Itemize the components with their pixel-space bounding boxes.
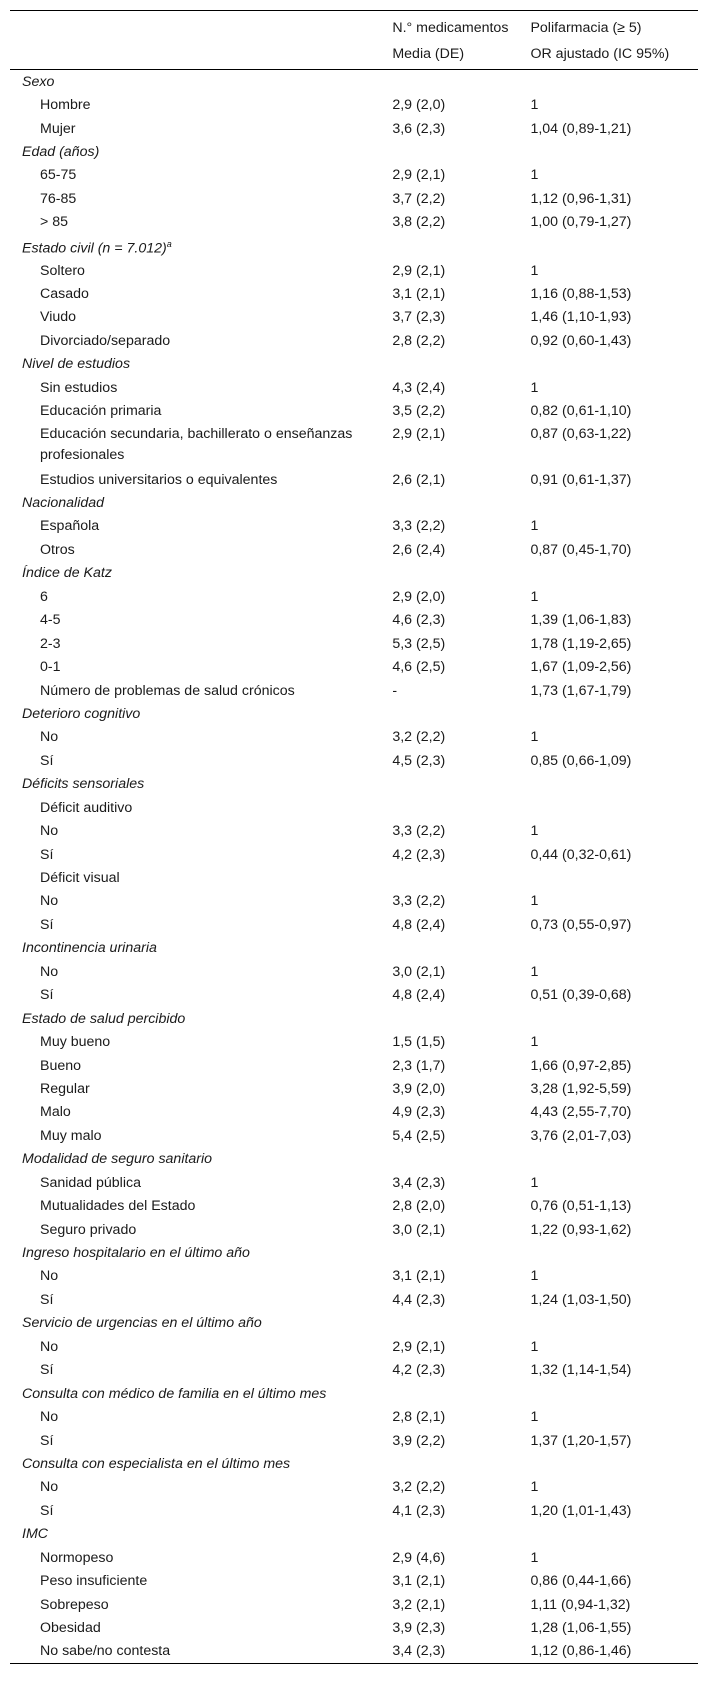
row-label: > 85 [40, 214, 69, 231]
table-row [10, 1030, 698, 1053]
cell-or-ajustado: 0,76 (0,51-1,13) [530, 1198, 632, 1215]
table-row [10, 1312, 698, 1335]
cell-or-ajustado: 0,73 (0,55-0,97) [530, 916, 632, 933]
cell-or-ajustado: 0,92 (0,60-1,43) [530, 332, 632, 349]
cell-or-ajustado: 1,28 (1,06-1,55) [530, 1620, 632, 1637]
cell-or-ajustado: 1,22 (0,93-1,62) [530, 1221, 632, 1238]
cell-or-ajustado: 1 [530, 262, 539, 279]
row-label: Viudo [40, 309, 77, 326]
row-label: Normopeso [40, 1549, 114, 1566]
cell-or-ajustado: 1 [530, 167, 539, 184]
cell-media-de [392, 1007, 530, 1030]
cell-or-ajustado: 1,11 (0,94-1,32) [530, 1596, 631, 1613]
table-row [10, 1593, 698, 1616]
cell-media-de: 3,9 (2,2) [392, 1432, 446, 1449]
row-label: 4-5 [40, 612, 61, 629]
row-label: Educación primaria [40, 403, 162, 420]
cell-media-de: 4,5 (2,3) [392, 752, 446, 769]
cell-or-ajustado: 1,32 (1,14-1,54) [530, 1362, 632, 1379]
cell-or-ajustado: 1,46 (1,10-1,93) [530, 309, 632, 326]
cell-or-ajustado: 1 [530, 1338, 539, 1355]
row-label: Regular [40, 1080, 90, 1097]
row-label: Sin estudios [40, 379, 118, 396]
row-label: Sanidad pública [40, 1174, 141, 1191]
cell-or-ajustado [530, 353, 698, 376]
cell-or-ajustado [530, 1312, 698, 1335]
table-row [10, 538, 698, 561]
cell-media-de: 4,4 (2,3) [392, 1291, 446, 1308]
cell-media-de: 4,8 (2,4) [392, 987, 446, 1004]
cell-or-ajustado: 1,16 (0,88-1,53) [530, 285, 632, 302]
row-label: Sí [40, 846, 54, 863]
row-label: Sí [40, 1432, 54, 1449]
table-row [10, 562, 698, 585]
cell-media-de [392, 491, 530, 514]
cell-or-ajustado: 1 [530, 1479, 539, 1496]
cell-or-ajustado: 0,85 (0,66-1,09) [530, 752, 632, 769]
table-row [10, 376, 698, 399]
cell-media-de [392, 773, 530, 796]
table-row [10, 282, 698, 305]
row-label: Déficit auditivo [40, 799, 133, 816]
header-row-2 [10, 39, 698, 70]
table-row [10, 1335, 698, 1358]
section-label: Consulta con médico de familia en el último mes [22, 1385, 327, 1402]
cell-or-ajustado [530, 1523, 698, 1546]
cell-or-ajustado: 1 [530, 823, 539, 840]
row-label: No [40, 823, 59, 840]
footnote-marker: a [166, 239, 172, 250]
cell-media-de: 3,2 (2,2) [392, 729, 446, 746]
table-row [10, 1382, 698, 1405]
cell-or-ajustado: 1,73 (1,67-1,79) [530, 682, 632, 699]
cell-or-ajustado: 1,12 (0,86-1,46) [530, 1640, 698, 1664]
table-row [10, 913, 698, 936]
cell-media-de: 3,9 (2,0) [392, 1080, 446, 1097]
table-row [10, 1124, 698, 1147]
table-row [10, 749, 698, 772]
cell-media-de: 4,1 (2,3) [392, 1502, 446, 1519]
table-row [10, 140, 698, 163]
row-label: No sabe/no contesta [10, 1640, 392, 1664]
cell-media-de [392, 1382, 530, 1405]
cell-or-ajustado: 1,12 (0,96-1,31) [530, 190, 632, 207]
table-row [10, 1546, 698, 1569]
table-row [10, 306, 698, 329]
cell-or-ajustado: 1 [530, 1268, 539, 1285]
table-row [10, 93, 698, 116]
table-row [10, 70, 698, 94]
table-row [10, 1499, 698, 1522]
section-label: Consulta con especialista en el último mes [22, 1455, 291, 1472]
cell-or-ajustado [530, 70, 698, 94]
table-row [10, 679, 698, 702]
cell-or-ajustado: 1 [530, 1549, 539, 1566]
row-label: Mujer [40, 120, 76, 137]
table-row [10, 515, 698, 538]
cell-or-ajustado [530, 140, 698, 163]
cell-or-ajustado: 4,43 (2,55-7,70) [530, 1104, 632, 1121]
cell-media-de: 2,9 (2,0) [392, 97, 446, 114]
cell-media-de: 4,6 (2,3) [392, 612, 446, 629]
cell-or-ajustado: 1,67 (1,09-2,56) [530, 659, 632, 676]
table-row [10, 983, 698, 1006]
row-label: 2-3 [40, 635, 61, 652]
cell-media-de: 2,8 (2,0) [392, 1198, 446, 1215]
cell-or-ajustado: 1 [530, 1034, 539, 1051]
cell-media-de: 3,0 (2,1) [392, 963, 446, 980]
table-row [10, 1569, 698, 1592]
section-label: IMC [22, 1526, 49, 1543]
cell-or-ajustado [530, 1452, 698, 1475]
table-row [10, 866, 698, 889]
table-row [10, 1101, 698, 1124]
row-label: 76-85 [40, 190, 77, 207]
section-label: Edad (años) [22, 144, 100, 161]
cell-media-de: 5,4 (2,5) [392, 1127, 446, 1144]
cell-or-ajustado: 3,28 (1,92-5,59) [530, 1080, 632, 1097]
cell-or-ajustado [530, 1382, 698, 1405]
row-label: No [40, 729, 59, 746]
table-row [10, 1358, 698, 1381]
section-label: Nivel de estudios [22, 356, 131, 373]
cell-media-de: 3,4 (2,3) [392, 1640, 530, 1664]
table-row [10, 937, 698, 960]
cell-media-de: 5,3 (2,5) [392, 635, 446, 652]
cell-media-de [392, 70, 530, 94]
cell-media-de [392, 562, 530, 585]
row-label: Sí [40, 987, 54, 1004]
cell-media-de: 2,8 (2,1) [392, 1409, 446, 1426]
cell-or-ajustado [530, 866, 698, 889]
table-row [10, 259, 698, 282]
row-label: Sí [40, 1502, 54, 1519]
section-label: Sexo [22, 73, 55, 90]
row-label: No [40, 893, 59, 910]
cell-media-de [392, 1312, 530, 1335]
cell-media-de [392, 1241, 530, 1264]
table-row [10, 491, 698, 514]
cell-media-de: 4,3 (2,4) [392, 379, 446, 396]
table-row [10, 234, 698, 259]
cell-media-de: 4,9 (2,3) [392, 1104, 446, 1121]
table-row [10, 632, 698, 655]
table-row [10, 1640, 698, 1664]
cell-media-de: 3,5 (2,2) [392, 403, 446, 420]
cell-or-ajustado [530, 491, 698, 514]
cell-or-ajustado: 0,91 (0,61-1,37) [530, 471, 632, 488]
row-label: No [40, 1338, 59, 1355]
row-label: Sí [40, 1362, 54, 1379]
row-label: Hombre [40, 97, 91, 114]
row-label: Soltero [40, 262, 85, 279]
cell-media-de: 3,2 (2,2) [392, 1479, 446, 1496]
table-row [10, 608, 698, 631]
table-row [10, 164, 698, 187]
table-row [10, 353, 698, 376]
cell-media-de: 3,7 (2,2) [392, 190, 446, 207]
table-row [10, 1405, 698, 1428]
table-row [10, 1452, 698, 1475]
cell-media-de [392, 702, 530, 725]
cell-media-de: 2,9 (2,1) [392, 1338, 446, 1355]
cell-or-ajustado: 0,82 (0,61-1,10) [530, 403, 632, 420]
table-row [10, 187, 698, 210]
table-row [10, 1218, 698, 1241]
table-row [10, 1241, 698, 1264]
header-medicamentos: N.° medicamentos [392, 11, 530, 40]
cell-media-de: 2,9 (4,6) [392, 1549, 446, 1566]
cell-media-de: 2,6 (2,4) [392, 541, 446, 558]
row-label: Educación secundaria, bachillerato o enseñanzas profesionales [40, 426, 353, 464]
cell-or-ajustado: 1 [530, 588, 539, 605]
table-row [10, 726, 698, 749]
cell-media-de: - [392, 682, 398, 699]
cell-media-de: 2,9 (2,1) [392, 425, 446, 442]
cell-or-ajustado: 0,87 (0,63-1,22) [530, 425, 632, 442]
table-row [10, 423, 698, 468]
section-label: Nacionalidad [22, 495, 105, 512]
section-label: Estado de salud percibido [22, 1010, 186, 1027]
cell-media-de: 3,1 (2,1) [392, 285, 446, 302]
table-row [10, 819, 698, 842]
cell-or-ajustado: 0,86 (0,44-1,66) [530, 1573, 632, 1590]
cell-or-ajustado: 1 [530, 893, 539, 910]
cell-media-de: 4,6 (2,5) [392, 659, 446, 676]
table-row [10, 1429, 698, 1452]
header-or-ajustado: OR ajustado (IC 95%) [530, 39, 698, 70]
cell-or-ajustado: 1 [530, 1174, 539, 1191]
row-label: Bueno [40, 1057, 82, 1074]
section-label: Déficits sensoriales [22, 776, 145, 793]
cell-or-ajustado: 1,78 (1,19-2,65) [530, 635, 632, 652]
table-row [10, 1194, 698, 1217]
cell-or-ajustado [530, 773, 698, 796]
cell-media-de: 3,1 (2,1) [392, 1268, 446, 1285]
table-row [10, 796, 698, 819]
section-label: Índice de Katz [22, 565, 112, 582]
row-label: No [40, 1268, 59, 1285]
table-row [10, 655, 698, 678]
cell-media-de: 3,1 (2,1) [392, 1573, 446, 1590]
row-label: Peso insuficiente [40, 1573, 148, 1590]
row-label: Española [40, 518, 100, 535]
section-label: Incontinencia urinaria [22, 940, 157, 957]
table-row [10, 890, 698, 913]
section-label: Servicio de urgencias en el último año [22, 1315, 262, 1332]
cell-or-ajustado [530, 796, 698, 819]
cell-media-de [392, 796, 530, 819]
table-row [10, 1616, 698, 1639]
cell-or-ajustado: 1,39 (1,06-1,83) [530, 612, 632, 629]
table-row [10, 399, 698, 422]
table-row [10, 1171, 698, 1194]
table-row [10, 843, 698, 866]
cell-media-de: 3,4 (2,3) [392, 1174, 446, 1191]
row-label: Déficit visual [40, 870, 120, 887]
cell-media-de: 4,2 (2,3) [392, 1362, 446, 1379]
cell-or-ajustado [530, 1007, 698, 1030]
table-row [10, 1476, 698, 1499]
row-label: Número de problemas de salud crónicos [40, 682, 295, 699]
cell-or-ajustado [530, 937, 698, 960]
row-label: Divorciado/separado [40, 332, 171, 349]
table-row [10, 1148, 698, 1171]
cell-or-ajustado: 1 [530, 518, 539, 535]
row-label: Seguro privado [40, 1221, 137, 1238]
cell-media-de: 2,9 (2,1) [392, 262, 446, 279]
row-label: No [40, 1479, 59, 1496]
table-row [10, 1007, 698, 1030]
cell-or-ajustado: 0,44 (0,32-0,61) [530, 846, 632, 863]
table-row [10, 960, 698, 983]
row-label: Sí [40, 752, 54, 769]
cell-or-ajustado: 1,37 (1,20-1,57) [530, 1432, 632, 1449]
table-row [10, 329, 698, 352]
cell-media-de: 2,8 (2,2) [392, 332, 446, 349]
cell-media-de: 3,2 (2,1) [392, 1596, 446, 1613]
cell-media-de [392, 1523, 530, 1546]
header-empty [10, 11, 392, 40]
cell-media-de [392, 1452, 530, 1475]
section-label: Modalidad de seguro sanitario [22, 1151, 213, 1168]
cell-media-de: 2,3 (1,7) [392, 1057, 446, 1074]
cell-or-ajustado: 1,04 (0,89-1,21) [530, 120, 632, 137]
cell-media-de: 3,0 (2,1) [392, 1221, 446, 1238]
cell-or-ajustado: 1 [530, 963, 539, 980]
cell-or-ajustado: 3,76 (2,01-7,03) [530, 1127, 632, 1144]
table-row [10, 773, 698, 796]
section-label: Estado civil (n = 7.012)$^a$ [22, 239, 172, 257]
cell-media-de: 3,3 (2,2) [392, 518, 446, 535]
header-media-de: Media (DE) [392, 39, 530, 70]
cell-or-ajustado: 1 [530, 1409, 539, 1426]
cell-or-ajustado: 1,20 (1,01-1,43) [530, 1502, 632, 1519]
table-row [10, 1077, 698, 1100]
cell-media-de: 2,6 (2,1) [392, 471, 446, 488]
cell-media-de [392, 234, 530, 259]
cell-or-ajustado: 1,00 (0,79-1,27) [530, 214, 632, 231]
section-label: Ingreso hospitalario en el último año [22, 1245, 250, 1262]
cell-media-de: 4,8 (2,4) [392, 916, 446, 933]
row-label: 0-1 [40, 659, 61, 676]
row-label: Mutualidades del Estado [40, 1198, 196, 1215]
row-label: Muy malo [40, 1127, 102, 1144]
cell-media-de: 3,8 (2,2) [392, 214, 446, 231]
cell-or-ajustado: 1 [530, 97, 539, 114]
cell-or-ajustado [530, 234, 698, 259]
row-label: Obesidad [40, 1620, 101, 1637]
row-label: Sí [40, 916, 54, 933]
table-row [10, 468, 698, 491]
cell-media-de: 3,3 (2,2) [392, 893, 446, 910]
cell-media-de [392, 353, 530, 376]
cell-or-ajustado [530, 702, 698, 725]
table-row [10, 585, 698, 608]
cell-or-ajustado: 1,66 (0,97-2,85) [530, 1057, 632, 1074]
cell-media-de: 2,9 (2,1) [392, 167, 446, 184]
cell-or-ajustado: 0,87 (0,45-1,70) [530, 541, 632, 558]
row-label: No [40, 1409, 59, 1426]
cell-media-de: 3,6 (2,3) [392, 120, 446, 137]
table-row [10, 1054, 698, 1077]
data-table [10, 10, 698, 1664]
section-label: Deterioro cognitivo [22, 705, 141, 722]
header-row-1 [10, 11, 698, 40]
row-label: 6 [40, 588, 48, 605]
row-label: Malo [40, 1104, 71, 1121]
cell-media-de [392, 140, 530, 163]
cell-media-de: 4,2 (2,3) [392, 846, 446, 863]
row-label: Muy bueno [40, 1034, 111, 1051]
cell-or-ajustado [530, 562, 698, 585]
row-label: 65-75 [40, 167, 77, 184]
table-row [10, 702, 698, 725]
table-row [10, 117, 698, 140]
cell-media-de: 1,5 (1,5) [392, 1034, 446, 1051]
cell-media-de: 3,9 (2,3) [392, 1620, 446, 1637]
row-label: No [40, 963, 59, 980]
table-row [10, 1265, 698, 1288]
table-row [10, 1288, 698, 1311]
cell-or-ajustado: 1 [530, 379, 539, 396]
cell-media-de: 3,3 (2,2) [392, 823, 446, 840]
cell-or-ajustado: 1 [530, 729, 539, 746]
header-empty [10, 39, 392, 70]
table-row [10, 1523, 698, 1546]
cell-media-de [392, 1148, 530, 1171]
row-label: Estudios universitarios o equivalentes [40, 471, 278, 488]
cell-or-ajustado: 0,51 (0,39-0,68) [530, 987, 632, 1004]
table-row [10, 211, 698, 234]
row-label: Otros [40, 541, 75, 558]
cell-or-ajustado [530, 1148, 698, 1171]
table-body [10, 70, 698, 1664]
cell-media-de: 3,7 (2,3) [392, 309, 446, 326]
row-label: Sí [40, 1291, 54, 1308]
cell-media-de [392, 937, 530, 960]
row-label: Sobrepeso [40, 1596, 109, 1613]
cell-media-de [392, 866, 530, 889]
cell-or-ajustado: 1,24 (1,03-1,50) [530, 1291, 632, 1308]
header-polifarmacia: Polifarmacia (≥ 5) [530, 11, 698, 40]
cell-or-ajustado [530, 1241, 698, 1264]
cell-media-de: 2,9 (2,0) [392, 588, 446, 605]
row-label: Casado [40, 285, 89, 302]
